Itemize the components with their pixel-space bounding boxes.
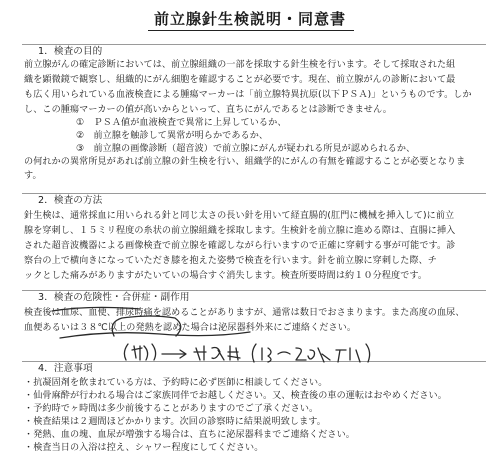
notice-item: ・予約時でヶ時間は多少前後することがありますのでご了承ください。 [24, 404, 319, 414]
notice-item: ・発熱、血の塊、血尿が増強する場合は、直ちに泌尿器科までご連絡ください。 [24, 430, 355, 440]
notice-item: ・検査結果は２週間ほどかかります。次回の診察時に結果説明致します。 [24, 417, 326, 427]
section-2-line: 針生検は、通常採血に用いられる針と同じ太さの長い針を用いて経直腸的(肛門に機械を挿入して)に前立 [24, 211, 455, 221]
section-1-line: ② 前立腺を触診して異常が明らかであるか、 [76, 131, 269, 141]
section-1-heading: 1．検査の目的 [38, 46, 103, 57]
section-2-heading: 2．検査の方法 [38, 195, 103, 206]
document-title: 前立腺針生検説明・同意書 [153, 10, 346, 28]
notice-item: ・仙骨麻酔が行われる場合はご家族同伴でお越しください。又、検査後の車の運転はおやめください。 [24, 391, 447, 401]
section-1-line: も広く用いられている血液検査による腫瘍マーカーは「前立腺特異抗原(以下ＰＳＡ)」というものです。しか [24, 90, 472, 100]
section-2-line: された超音波機器による画像検査で前立腺を確認しながら行いますので正確に穿刺する事が可能です。診 [24, 241, 456, 251]
section-1-line: す。 [24, 171, 42, 181]
section-1-line: 織を顕微鏡で観察し、組織的にがん細胞を確認することが必要です。現在、前立腺がんの診断において最 [24, 75, 456, 85]
section-3-heading: 3．検査の危険性・合併症・副作用 [38, 292, 190, 303]
notice-item: ・抗凝固剤を飲まれている方は、予約時に必ず医師に相談してください。 [24, 378, 328, 388]
section-1-line: ① ＰＳＡ値が血液検査で異常に上昇しているか、 [76, 118, 287, 128]
notice-item: ・検査当日の入浴は控え、シャワー程度にしてください。 [24, 443, 264, 453]
section-2-line: 腺を穿刺し、１５ミリ程度の糸状の前立腺組織を採取します。生検針を前立腺に進める際は、直腸に挿入 [24, 226, 456, 236]
section-1-line: 前立腺がんの確定診断においては、前立腺組織の一部を採取する針生検を行います。そして採取された組 [24, 60, 456, 70]
section-2-line: 察台の上で横向きになっていただき膝を抱えた姿勢で検査を行います。針を前立腺に穿刺した際、チ [24, 256, 437, 266]
section-2-line: ックとした痛みがありますがたいていの場合すぐ消失します。検査所要時間は約１０分程度です。 [24, 271, 428, 281]
section-1-line: ③ 前立腺の画像診断（超音波）で前立腺にがんが疑われる所見が認められるか、 [76, 144, 416, 154]
section-3-line: 検査後は血尿、血便、排尿時痛を認めることがありますが、通常は数日でおさまります。また高度の血尿、 [24, 308, 465, 318]
section-1-line: し、この腫瘍マーカーの値が高いからといって、直ちにがんであるとは診断できません。 [24, 105, 392, 115]
section-1-line: の何れかの異常所見があれば前立腺の針生検を行い、組織学的にがんの有無を確認することが必要となりま [24, 157, 466, 167]
section-3-line: 血便あるいは３８℃以上の発熱を認めた場合は泌尿器科外来にご連絡ください。 [24, 323, 357, 333]
section-4-heading: 4．注意事項 [38, 363, 93, 374]
